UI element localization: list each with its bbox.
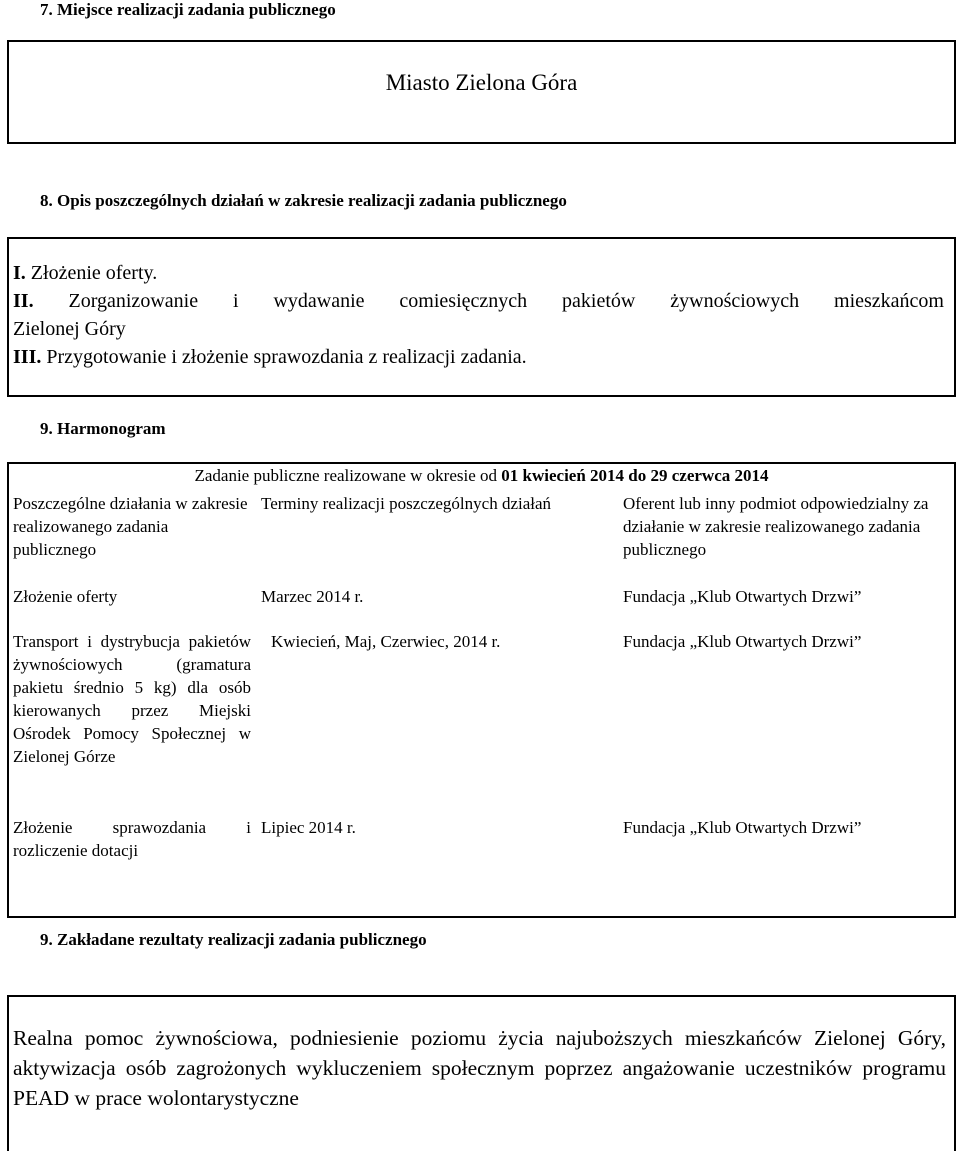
row-3-responsible: Fundacja „Klub Otwartych Drzwi”	[623, 818, 862, 837]
place-box	[7, 40, 956, 144]
results-text: Realna pomoc żywnościowa, podniesienie poziomu życia najuboższych mieszkańców Zielonej Góry, aktywizacja osób zagrożonych wykluczeniem społecznym poprzez angażowanie uczestników programu PEAD w prace wolontarystyczne	[13, 1026, 946, 1110]
row-2-term: Kwiecień, Maj, Czerwiec, 2014 r.	[271, 632, 501, 651]
header-responsible: Oferent lub inny podmiot odpowiedzialny za działanie w zakresie realizowanego zadania publicznego	[623, 494, 929, 559]
section-9-heading: 9. Harmonogram	[40, 419, 166, 438]
schedule-table	[7, 462, 956, 918]
action-item-1: I. Złożenie oferty.	[13, 262, 158, 284]
row-1-term: Marzec 2014 r.	[261, 587, 364, 606]
row-3-term: Lipiec 2014 r.	[261, 818, 356, 837]
action-item-2-continuation: Zielonej Góry	[13, 318, 126, 340]
row-1-action: Złożenie oferty	[13, 587, 118, 606]
action-item-3: III. Przygotowanie i złożenie sprawozdania z realizacji zadania.	[13, 346, 527, 368]
row-2-responsible: Fundacja „Klub Otwartych Drzwi”	[623, 632, 862, 651]
row-1-responsible: Fundacja „Klub Otwartych Drzwi”	[623, 587, 862, 606]
section-7-heading: 7. Miejsce realizacji zadania publicznego	[40, 0, 336, 19]
schedule-period: Zadanie publiczne realizowane w okresie od 01 kwiecień 2014 do 29 czerwca 2014	[194, 466, 769, 485]
actions-description-box	[7, 237, 956, 397]
row-3-action: Złożenie sprawozdania i rozliczenie dotacji	[13, 818, 251, 860]
results-heading: 9. Zakładane rezultaty realizacji zadania publicznego	[40, 930, 427, 949]
action-item-2: II. Zorganizowanie i wydawanie comiesięcznych pakietów żywnościowych mieszkańcom	[13, 290, 944, 312]
header-terms: Terminy realizacji poszczególnych działań	[261, 494, 552, 513]
row-2-action: Transport i dystrybucja pakietów żywnościowych (gramatura pakietu średnio 5 kg) dla osób kierowanych przez Miejski Ośrodek Pomocy Społecznej w Zielonej Górze	[13, 632, 251, 766]
header-actions: Poszczególne działania w zakresie realizowanego zadania publicznego	[13, 494, 248, 559]
results-box	[7, 995, 956, 1151]
actions-list	[13, 259, 944, 371]
section-8-heading: 8. Opis poszczególnych działań w zakresie realizacji zadania publicznego	[40, 191, 567, 210]
place-text: Miasto Zielona Góra	[385, 70, 578, 95]
